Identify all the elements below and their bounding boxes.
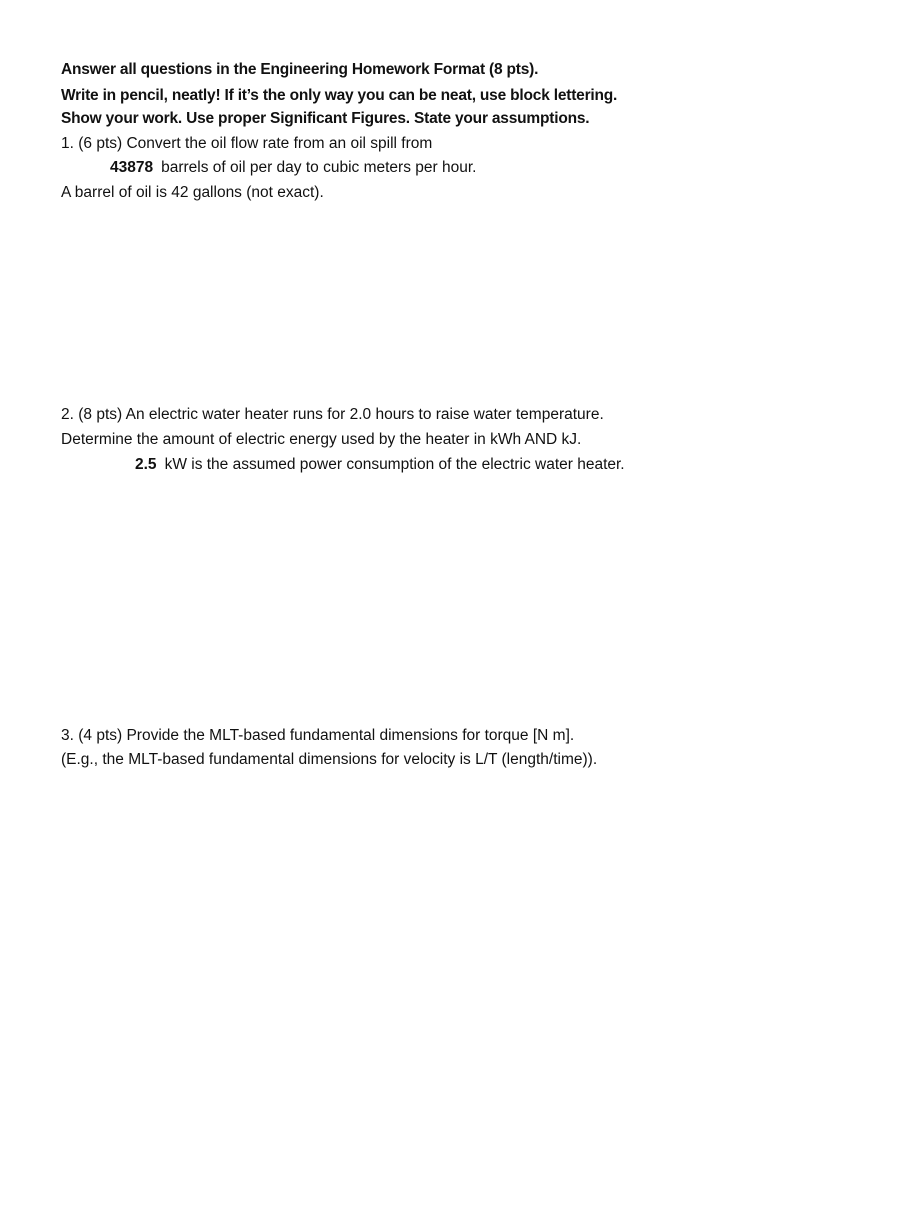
question-1-note: A barrel of oil is 42 gallons (not exact).: [61, 184, 324, 201]
question-3-example: (E.g., the MLT-based fundamental dimensions for velocity is L/T (length/time)).: [61, 751, 598, 768]
question-1-value-text: barrels of oil per day to cubic meters per hour.: [161, 159, 477, 176]
instruction-pencil: Write in pencil, neatly! If it’s the only way you can be neat, use block lettering.: [61, 87, 618, 104]
instruction-format: Answer all questions in the Engineering Homework Format (8 pts).: [61, 61, 539, 78]
question-2-prompt: 2. (8 pts) An electric water heater runs for 2.0 hours to raise water temperature.: [61, 406, 604, 423]
question-1-value-line: [110, 158, 476, 178]
question-1-barrels-value: 43878: [110, 159, 154, 176]
question-2-power-value: 2.5: [135, 456, 157, 473]
instruction-show-work: Show your work. Use proper Significant Figures. State your assumptions.: [61, 110, 590, 127]
question-2-value-text: kW is the assumed power consumption of the electric water heater.: [164, 456, 625, 473]
question-1-prompt: 1. (6 pts) Convert the oil flow rate from an oil spill from: [61, 135, 433, 152]
question-3-prompt: 3. (4 pts) Provide the MLT-based fundamental dimensions for torque [N m].: [61, 727, 575, 744]
question-2-prompt-continued: Determine the amount of electric energy used by the heater in kWh AND kJ.: [61, 431, 582, 448]
question-2-value-line: [135, 455, 625, 475]
